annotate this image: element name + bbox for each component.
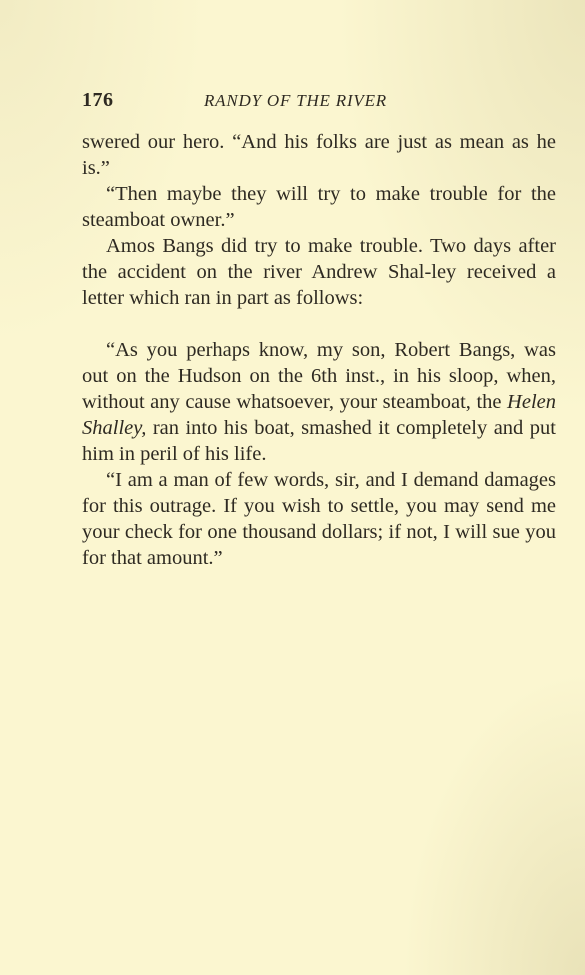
boat-name: Helen Shalley, bbox=[82, 391, 556, 439]
letter-text: ran into his boat, smashed it completely and put him in peril of his life. bbox=[82, 417, 556, 465]
running-head: RANDY OF THE RIVER bbox=[204, 91, 387, 110]
paragraph-continuation: swered our hero. “And his folks are just as mean as he is.” bbox=[82, 131, 556, 179]
letter-paragraph bbox=[82, 337, 556, 467]
body-text bbox=[82, 129, 556, 571]
page-number: 176 bbox=[82, 89, 114, 111]
letter-paragraph: “I am a man of few words, sir, and I demand damages for this outrage. If you wish to settle, you may send me your check for one thousand dollars; if not, I will sue you for that amount.” bbox=[82, 469, 556, 569]
page-header bbox=[82, 89, 556, 117]
paragraph: “Then maybe they will try to make trouble for the steamboat owner.” bbox=[82, 183, 556, 231]
letter-text: “As you perhaps know, my son, Robert Bangs, was out on the Hudson on the 6th inst., in his sloop, when, without any cause whatsoever, your steamboat, the bbox=[82, 339, 556, 413]
paragraph: Amos Bangs did try to make trouble. Two days after the accident on the river Andrew Shal-ley received a letter which ran in part as follows: bbox=[82, 235, 556, 309]
